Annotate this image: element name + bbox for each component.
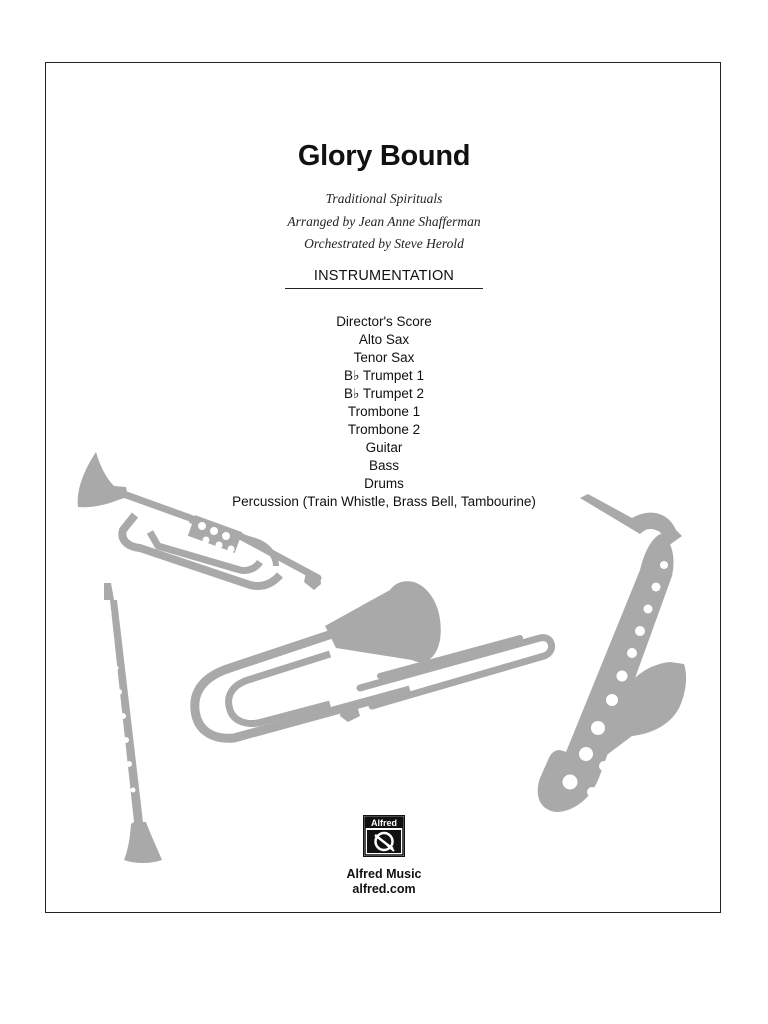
publisher-name: Alfred Music xyxy=(346,867,422,881)
credits-block xyxy=(0,188,768,256)
instrument-item: Trombone 2 xyxy=(347,422,421,437)
instrument-item: Alto Sax xyxy=(358,332,410,347)
credit-orchestrator: Orchestrated by Steve Herold xyxy=(304,236,464,251)
instrument-item: Percussion (Train Whistle, Brass Bell, Tambourine) xyxy=(232,494,536,509)
alfred-logo-icon xyxy=(363,815,405,857)
credit-source: Traditional Spirituals xyxy=(325,191,443,206)
instrument-item: B♭ Trumpet 2 xyxy=(344,386,424,401)
publisher-block xyxy=(0,867,768,897)
credit-arranger: Arranged by Jean Anne Shafferman xyxy=(287,213,481,229)
instrument-item: Director's Score xyxy=(336,314,432,329)
instrument-item: Drums xyxy=(364,476,404,491)
instrumentation-heading: INSTRUMENTATION xyxy=(285,268,483,289)
instrument-item: Trombone 1 xyxy=(347,404,421,419)
song-title: Glory Bound xyxy=(297,140,471,172)
instrument-item: Tenor Sax xyxy=(353,350,415,365)
instrument-item: Guitar xyxy=(365,440,403,455)
logo-text: Alfred xyxy=(370,818,398,828)
instrumentation-list xyxy=(0,313,768,511)
instrument-item: Bass xyxy=(368,458,399,473)
instrument-item: B♭ Trumpet 1 xyxy=(344,368,424,383)
publisher-website: alfred.com xyxy=(352,882,416,896)
